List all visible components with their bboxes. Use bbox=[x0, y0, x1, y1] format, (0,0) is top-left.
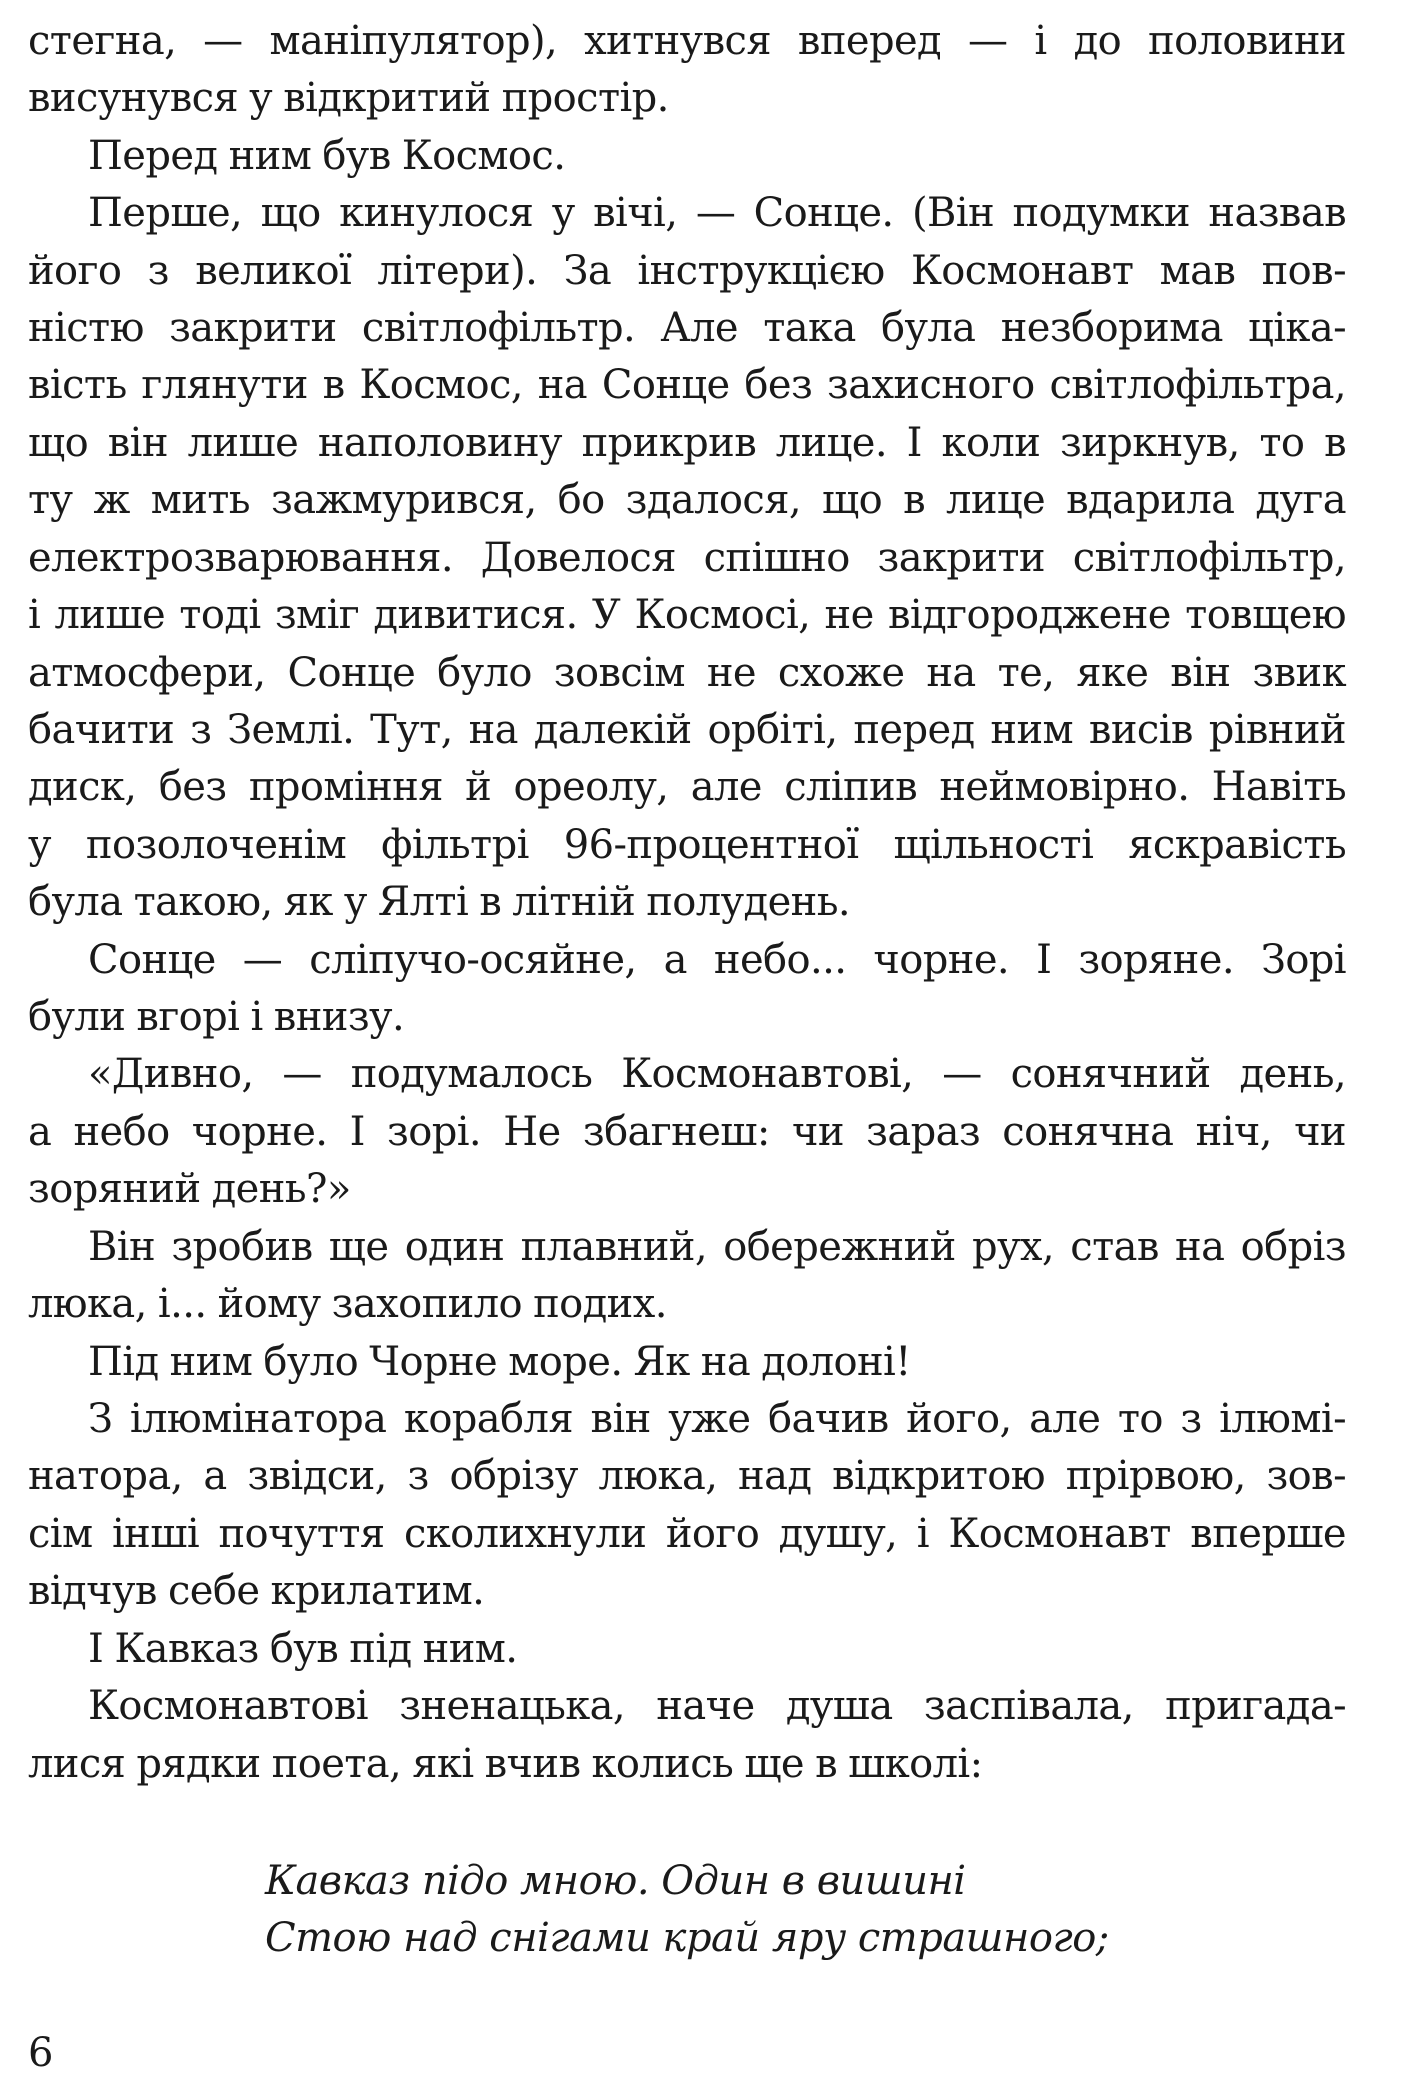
text-line: Перше, що кинулося у вічі, — Сонце. (Він подумки назвав bbox=[88, 190, 1346, 236]
page-number: 6 bbox=[28, 2030, 54, 2076]
text-line: атмосфери, Сонце було зовсім не схоже на те, яке він звик bbox=[28, 650, 1346, 696]
text-line: натора, а звідси, з обрізу люка, над відкритою прірвою, зов- bbox=[28, 1453, 1346, 1499]
text-line: відчув себе крилатим. bbox=[28, 1568, 485, 1614]
text-line: що він лише наполовину прикрив лице. І коли зиркнув, то в bbox=[28, 420, 1346, 466]
verse-line: Кавказ підо мною. Один в вишині bbox=[265, 1858, 966, 1904]
text-line: були вгорі і внизу. bbox=[28, 994, 405, 1040]
text-line: вість глянути в Космос, на Сонце без захисного світлофільтра, bbox=[28, 362, 1346, 408]
text-line: сім інші почуття сколихнули його душу, і Космонавт вперше bbox=[28, 1511, 1346, 1557]
text-line: ністю закрити світлофільтр. Але така була незборима ціка- bbox=[28, 305, 1346, 351]
text-line: була такою, як у Ялті в літній полудень. bbox=[28, 879, 850, 925]
text-line: електрозварювання. Довелося спішно закрити світлофільтр, bbox=[28, 535, 1346, 581]
text-line: З ілюмінатора корабля він уже бачив його, але то з ілюмі- bbox=[88, 1396, 1346, 1442]
text-line: стегна, — маніпулятор), хитнувся вперед — і до половини bbox=[28, 18, 1346, 64]
text-line: люка, і... йому захопило подих. bbox=[28, 1281, 667, 1327]
text-line: Під ним було Чорне море. Як на долоні! bbox=[88, 1339, 911, 1385]
text-line: «Дивно, — подумалось Космонавтові, — сонячний день, bbox=[88, 1051, 1346, 1097]
text-line: лися рядки поета, які вчив колись ще в школі: bbox=[28, 1741, 983, 1787]
text-line: у позолоченім фільтрі 96-процентної щільності яскравість bbox=[28, 822, 1346, 868]
text-line: диск, без проміння й ореолу, але сліпив неймовірно. Навіть bbox=[28, 764, 1346, 810]
text-line: Він зробив ще один плавний, обережний рух, став на обріз bbox=[88, 1224, 1346, 1270]
text-line: Перед ним був Космос. bbox=[88, 133, 566, 179]
text-line: а небо чорне. І зорі. Не збагнеш: чи зараз сонячна ніч, чи bbox=[28, 1109, 1346, 1155]
text-line: Сонце — сліпучо-осяйне, а небо... чорне. І зоряне. Зорі bbox=[88, 937, 1346, 983]
text-line: ту ж мить зажмурився, бо здалося, що в лице вдарила дуга bbox=[28, 477, 1346, 523]
text-line: зоряний день?» bbox=[28, 1166, 351, 1212]
text-line: і лише тоді зміг дивитися. У Космосі, не відгороджене товщею bbox=[28, 592, 1346, 638]
verse-line: Стою над снігами край яру страшного; bbox=[265, 1915, 1109, 1961]
text-line: Космонавтові зненацька, наче душа заспівала, пригада- bbox=[88, 1683, 1346, 1729]
text-line: І Кавказ був під ним. bbox=[88, 1626, 518, 1672]
text-line: його з великої літери). За інструкцією Космонавт мав пов- bbox=[28, 248, 1346, 294]
text-line: бачити з Землі. Тут, на далекій орбіті, перед ним висів рівний bbox=[28, 707, 1346, 753]
text-line: висунувся у відкритий простір. bbox=[28, 75, 669, 121]
